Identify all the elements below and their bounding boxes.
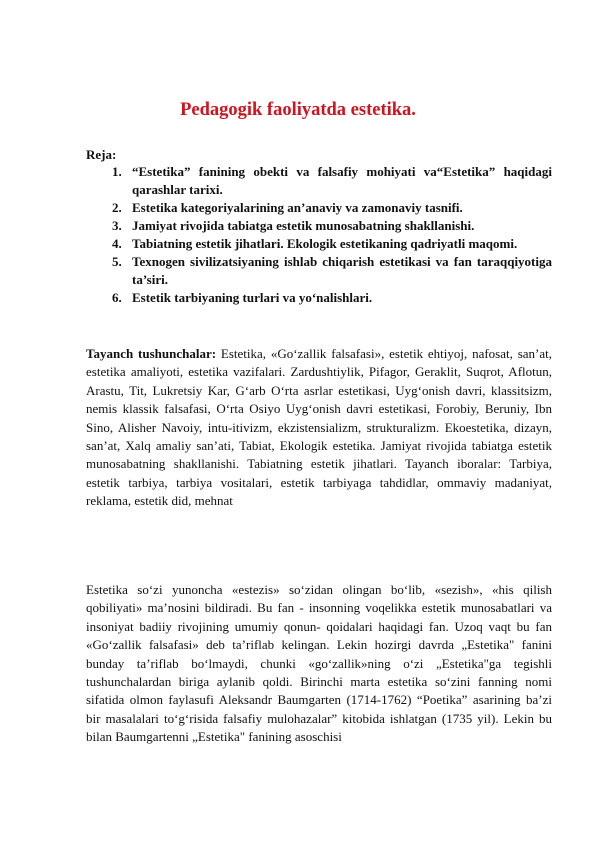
- plan-item-text: Jamiyat rivojida tabiatga estetik munosabatning shakllanishi.: [132, 218, 475, 233]
- plan-label: Reja:: [86, 147, 117, 162]
- plan-item-text: Tabiatning estetik jihatlari. Ekologik estetikaning qadriyatli maqomi.: [132, 236, 518, 251]
- plan-item-number: 5.: [112, 254, 122, 269]
- plan-item-text: Texnogen sivilizatsiyaning ishlab chiqarish estetikasi va fan taraqqiyotiga ta’siri.: [132, 254, 552, 287]
- keywords-text: Estetika, «Go‘zallik falsafasi», estetik ehtiyoj, nafosat, san’at, estetika amaliyoti, estetika vazifalari. Zardushtiylik, Pifagor, Geraklit, Suqrot, Aflotun, Arastu, Tit, Lukretsiy Kar, G‘arb O‘rta asrlar estetikasi, Uyg‘onish davri, klassitsizm, nemis klassik falsafasi, O‘rta Osiyo Uyg‘onish davri estetikasi, Forobiy, Beruniy, Ibn Sino, Alisher Navoiy, intu-itivizm, ekzistensializm, strukturalizm. Ekoestetika, dizayn, san’at, Xalq amaliy san’ati, Tabiat, Ekologik estetika. Jamiyat rivojida tabiatga estetik munosabatning shakllanishi. Tabiatning estetik jihatlari. Tayanch iboralar: Tarbiya, estetik tarbiya, tarbiya vositalari, estetik tarbiyaga tahdidlar, ommaviy madaniyat, reklama, estetik did, mehnat: [86, 346, 552, 509]
- keywords-label: Tayanch tushunchalar:: [86, 346, 217, 361]
- plan-item-number: 2.: [112, 200, 122, 215]
- body-paragraph: Estetika so‘zi yunoncha «estezis» so‘zidan olingan bo‘lib, «sezish», «his qilish qobiliyati» ma’nosini bildiradi. Bu fan - insonning voqelikka estetik munosabatlari va insoniyat badiiy rivojining umumiy qonun- qoidalari haqidagi fan. Uzoq vaqt bu fan «Go‘zallik falsafasi» deb ta’riflab kelingan. Lekin hozirgi davrda „Estetika" fanini bunday ta’riflab bo‘lmaydi, chunki «go‘zallik»ning o‘zi „Estetika"ga tegishli tushunchalardan biriga aylanib qoldi. Birinchi marta estetika so‘zini fanning nomi sifatida olmon faylasufi Aleksandr Baumgarten (1714-1762) “Poetika” asarining ba’zi bir masalalari to‘g‘risida falsafiy mulohazalar” kitobida ishlatgan (1735 yil). Lekin bu bilan Baumgartenni „Estetika" fanining asoschisi: [86, 582, 552, 745]
- plan-item: [112, 289, 552, 307]
- plan-item-number: 4.: [112, 236, 122, 251]
- page-title: Pedagogik faoliyatda estetika.: [180, 100, 416, 120]
- plan-item: [112, 199, 552, 217]
- plan-item-text: Estetika kategoriyalarining an’anaviy va zamonaviy tasnifi.: [132, 200, 463, 215]
- plan-item: [112, 163, 552, 199]
- plan-list: [112, 163, 552, 307]
- plan-item: [112, 217, 552, 235]
- plan-item-number: 6.: [112, 290, 122, 305]
- plan-item-text: Estetik tarbiyaning turlari va yo‘nalishlari.: [132, 290, 373, 305]
- plan-item: [112, 253, 552, 289]
- plan-item-number: 3.: [112, 218, 122, 233]
- plan-item-text: “Estetika” fanining obekti va falsafiy mohiyati va“Estetika” haqidagi qarashlar tarixi.: [132, 164, 552, 197]
- plan-item-number: 1.: [112, 164, 122, 179]
- keywords-paragraph: [86, 345, 552, 511]
- plan-item: [112, 235, 552, 253]
